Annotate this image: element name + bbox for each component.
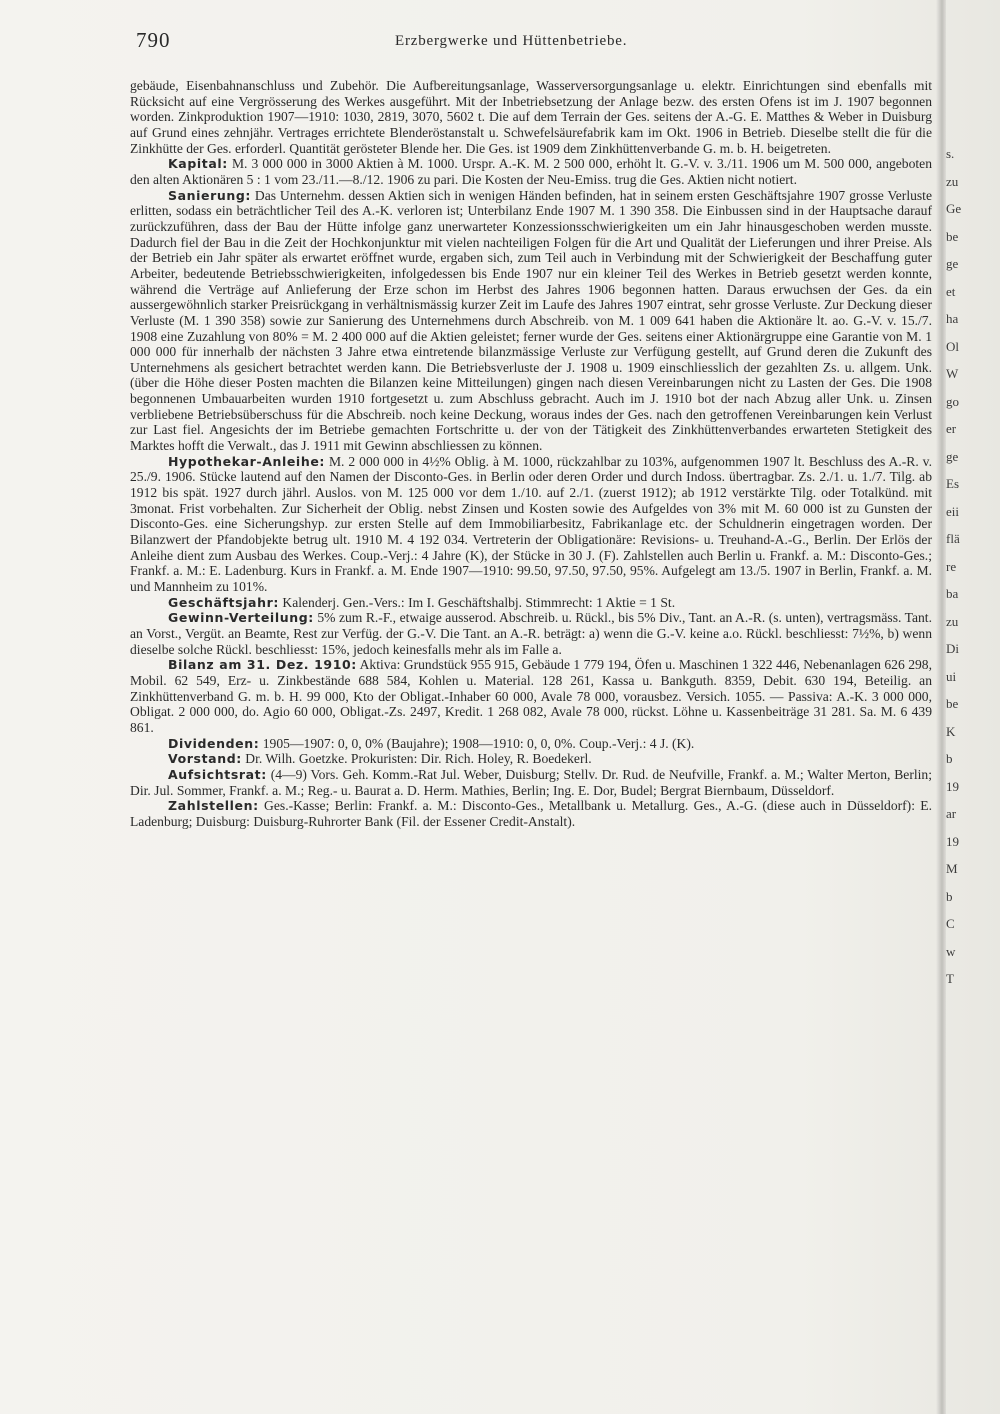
page-fold-shadow <box>936 0 946 1414</box>
paragraph-text: Kalenderj. Gen.-Vers.: Im I. Geschäftshalbj. Stimmrecht: 1 Aktie = 1 St. <box>282 594 676 610</box>
margin-fragment: ge <box>946 448 959 464</box>
margin-fragment: T <box>946 971 954 986</box>
paragraph-lead: Vorstand: <box>168 751 242 767</box>
margin-fragment: ba <box>946 586 959 601</box>
body-text <box>130 78 932 830</box>
margin-fragment: eii <box>946 503 959 519</box>
margin-fragment: 19 <box>946 778 959 794</box>
paragraph-text: (4—9) Vors. Geh. Komm.-Rat Jul. Weber, Duisburg; Stellv. Dr. Rud. de Neufville, Frankf. a. M.; Walter Merton, Berlin; Dir. Jul. Sommer, Frankf. a. M.; Reg.- u. Baurat a. D. Herm. Mathies, Berlin; Ing. E. Dor, Budel; Bergrat Biernbaum, Düsseldorf. <box>130 766 932 798</box>
margin-fragment: ar <box>946 806 957 821</box>
margin-fragment: b <box>946 888 953 904</box>
paragraph-text: Dr. Wilh. Goetzke. Prokuristen: Dir. Rich. Holey, R. Boedekerl. <box>245 751 592 767</box>
margin-fragment: ui <box>946 668 957 684</box>
paragraph-text: Das Unternehm. dessen Aktien sich in wenigen Händen befinden, hat in seinem ersten Geschäftsjahre 1907 grosse Verluste erlitten, sodass ein beträchtlicher Teil des A.-K. verloren ist; Unterbilanz Ende 1907 M. 1 390 358. Die Einbussen sind in der Hauptsache darauf zurückzuführen, dass der Bau der Hütte infolge ganz unerwarteter Konzessionsschwierigkeiten um ein Jahr hinausgeschoben werden musste. Dadurch fiel der Bau in die Zeit der Hochkonjunktur mit vielen nachteiligen Folgen für die Art und Qualität der Lieferungen und ihrer Preise. Als der Betrieb ein Jahr später als erwartet eröffnet wurde, ergaben sich, zum Teil auch in Verbindung mit der Schwierigkeit der Beschaffung guter Arbeiter, bedeutende Betriebsschwierigkeiten, infolgedessen bis Ende 1907 nur ein kleiner Teil des Werkes in Betrieb gesetzt werden konnte, während die Verträge auf Anlieferung der Erze schon im Herbst des Jahres 1906 begonnen hatten. Daraus erwuchsen der Ges. da ein aussergewöhnlich starker Preisrückgang in verhältnismässig kurzer Zeit im Laufe des Jahres 1907 eintrat, sehr grosse Verluste. Zur Deckung dieser Verluste (M. 1 390 358) sowie zur Sanierung des Unternehmens durch Abschreib. von M. 1 009 641 haben die Aktionäre lt. ao. G.-V. v. 15./7. 1908 eine Zuzahlung von 80% = M. 2 400 000 auf die Aktien geleistet; ferner wurde der Ges. seitens einer Aktionärgruppe eine Garantie von M. 1 000 000 für innerhalb der nächsten 3 Jahre etwa eintretende bilanzmässige Verluste zur Verfügung gestellt, auf Grund deren die Zukunft des Unternehmens als gesichert betrachtet werden kann. Die Betriebsverluste der J. 1908 u. 1909 einschliesslich der gezahlten Zs. u. allgem. Unk. (über die Höhe dieser Posten machten die Bilanzen keine Mitteilungen) gingen nach diesen Vereinbarungen nicht zu Lasten der Ges. Die 1908 begonnenen Umbauarbeiten wurden 1910 fortgesetzt u. zum Abschluss gebracht. Auch im J. 1910 bot der nach Abzug aller Unk. u. Zinsen verbliebene Betriebsüberschuss für die Abschreib. noch keine Deckung, woraus indes der Ges. nach den getroffenen Vereinbarungen kein Verlust zur Last fiel. Angesichts der im Betriebe gemachten Fortschritte u. der von der Tätigkeit des Zinkhüttenverbandes erwarteten Stetigkeit des Marktes hofft die Verwalt., das J. 1911 mit Gewinn abschliessen zu können. <box>130 187 932 454</box>
paragraph-text: 5% zum R.-F., etwaige ausserod. Abschreib. u. Rückl., bis 5% Div., Tant. an A.-R. (s. unten), vertragsmäss. Tant. an Vorst., Vergüt. an Beamte, Rest zur Verfüg. der G.-V. Die Tant. an A.-R. beträgt: a) wenn die G.-V. keine a.o. Rückl. beschliesst: 7½%, b) wenn dieselbe solche Rückl. beschliesst: 15%, jedoch keinesfalls mehr als im Falle a. <box>130 610 932 657</box>
margin-fragment: Ge <box>946 201 962 216</box>
paragraph-lead: Sanierung: <box>168 187 252 203</box>
margin-fragment: w <box>946 943 956 959</box>
margin-fragment: zu <box>946 173 959 189</box>
paragraph-vorstand <box>130 751 932 767</box>
paragraph-text: Aktiva: Grundstück 955 915, Gebäude 1 779 194, Öfen u. Maschinen 1 322 446, Nebenanlagen 626 298, Mobil. 62 549, Erz- u. Zinkbestände 688 584, Kohlen u. Material. 128 261, Kassa u. Bankguth. 8359, Debit. 630 194, Beteilig. an Zinkhüttenverband G. m. b. H. 99 000, Kto der Obligat.-Inhaber 60 000, Avale 78 000, vorausbez. Versich. 1055. — Passiva: A.-K. 3 000 000, Obligat. 2 000 000, do. Agio 60 000, Obligat.-Zs. 2497, Kredit. 1 268 082, Avale 78 000, rückst. Löhne u. Kassenbeiträge 31 281. Sa. M. 6 439 861. <box>130 657 932 735</box>
margin-fragment: b <box>946 751 953 766</box>
margin-fragment: go <box>946 393 959 409</box>
running-title: Erzbergwerke und Hüttenbetriebe. <box>395 33 628 49</box>
paragraph-bilanz <box>130 657 932 735</box>
paragraph-lead: Geschäftsjahr: <box>168 594 279 610</box>
page-header <box>130 28 930 58</box>
margin-fragment: er <box>946 421 957 436</box>
paragraph-gewinn-verteilung <box>130 610 932 657</box>
margin-fragment: Ol <box>946 338 959 354</box>
paragraph-lead: Dividenden: <box>168 735 260 751</box>
margin-fragment: s. <box>946 146 955 161</box>
paragraph-aufsichtsrat <box>130 767 932 798</box>
paragraph-lead: Zahlstellen: <box>168 798 259 814</box>
margin-fragment: flä <box>946 531 960 546</box>
paragraph-text: 1905—1907: 0, 0, 0% (Baujahre); 1908—1910: 0, 0, 0%. Coup.-Verj.: 4 J. (K). <box>262 735 695 751</box>
paragraph-text: Ges.-Kasse; Berlin: Frankf. a. M.: Disconto-Ges., Metallbank u. Metallurg. Ges., A.-G. (diese auch in Düsseldorf): E. Ladenburg; Duisburg: Duisburg-Ruhrorter Bank (Fil. der Essener Credit-Anstalt). <box>130 798 932 829</box>
paragraph-text: M. 3 000 000 in 3000 Aktien à M. 1000. Urspr. A.-K. M. 2 500 000, erhöht lt. G.-V. v. 3./11. 1906 um M. 500 000, angeboten den alten Aktionären 5 : 1 vom 23./11.—8./12. 1906 zu pari. Die Kosten der Neu-Emiss. trug die Ges. Aktien nicht notiert. <box>130 156 932 187</box>
margin-fragment: re <box>946 558 957 574</box>
margin-fragment: C <box>946 916 955 931</box>
paragraph-hypothekar-anleihe <box>130 454 932 595</box>
paragraph-text: gebäude, Eisenbahnanschluss und Zubehör. Die Aufbereitungsanlage, Wasserversorgungsanlage u. elektr. Einrichtungen sind ebenfalls mit Rücksicht auf eine Vergrösserung des Werkes ausgeführt. Mit der Inbetriebsetzung der Anlage bezw. des ersten Ofens ist im J. 1907 begonnen worden. Zinkproduktion 1907—1910: 1030, 2819, 3070, 5602 t. Die auf dem Terrain der Ges. seitens der A.-G. E. Matthes & Weber in Duisburg auf Grund eines zehnjähr. Vertrages errichtete Blenderöstanstalt u. Schwefelsäurefabrik kam im Okt. 1906 in Betrieb. Dieselbe stellt die für die Zinkhütte der Ges. erforderl. Quantität gerösteter Blende her. Die Ges. ist 1909 dem Zinkhüttenverbande G. m. b. H. beigetreten. <box>130 78 932 156</box>
adjacent-page-fragments <box>946 140 1000 1140</box>
paragraph-lead: Gewinn-Verteilung: <box>168 610 314 626</box>
paragraph-sanierung <box>130 188 932 454</box>
paragraph-lead: Aufsichtsrat: <box>168 766 267 782</box>
paragraph-lead: Kapital: <box>168 156 228 172</box>
margin-fragment: be <box>946 228 959 244</box>
paragraph-text: M. 2 000 000 in 4½% Oblig. à M. 1000, rückzahlbar zu 103%, aufgenommen 1907 lt. Beschluss des A.-R. v. 25./9. 1906. Stücke lautend auf den Namen der Disconto-Ges. in Berlin oder deren Order und durch Indoss. übertragbar. Zs. 2./1. u. 1./7. Tilg. ab 1912 bis spät. 1927 durch jährl. Auslos. von M. 125 000 vor dem 1./10. auf 2./1. (zuerst 1912); ab 1912 verstärkte Tilg. oder Totalkünd. mit 3monat. Frist vorbehalten. Zur Sicherheit der Oblig. nebst Zinsen und Kosten sowie des Aufgeldes von 3% mit M. 60 000 ist zu Gunsten der Disconto-Ges. eine Sicherungshyp. zur ersten Stelle auf dem Immobiliarbesitz, Fabrikanlage etc. der Schuldnerin eingetragen worden. Der Bilanzwert der Pfandobjekte betrug ult. 1910 M. 4 192 034. Vertreterin der Obligationäre: Revisions- u. Treuhand-A.-G., Berlin. Der Erlös der Anleihe dient zum Ausbau des Werkes. Coup.-Verj.: 4 Jahre (K), der Stücke in 30 J. (F). Zahlstellen auch Berlin u. Frankf. a. M.: Disconto-Ges.; Frankf. a. M.: E. Ladenburg. Kurs in Frankf. a. M. Ende 1907—1910: 99.50, 97.50, 97.50, 95%. Aufgelegt am 13./5. 1907 in Berlin, Frankf. a. M. und Mannheim zu 101%. <box>130 453 932 594</box>
margin-fragment: ge <box>946 256 959 271</box>
paragraph-dividenden <box>130 736 932 752</box>
margin-fragment: be <box>946 696 959 711</box>
paragraph-lead: Bilanz am 31. Dez. 1910: <box>168 657 357 673</box>
margin-fragment: zu <box>946 613 959 629</box>
paragraph-zahlstellen <box>130 798 932 829</box>
margin-fragment: M <box>946 861 958 876</box>
margin-fragment: ha <box>946 311 959 326</box>
paragraph-intro <box>130 78 932 156</box>
margin-fragment: K <box>946 723 956 739</box>
margin-fragment: 19 <box>946 833 959 849</box>
margin-fragment: Es <box>946 476 959 491</box>
margin-fragment: W <box>946 366 959 381</box>
paragraph-kapital <box>130 156 932 187</box>
paragraph-geschaeftsjahr <box>130 595 932 611</box>
page-number: 790 <box>136 28 171 52</box>
margin-fragment: Di <box>946 641 959 656</box>
margin-fragment: et <box>946 283 956 299</box>
paragraph-lead: Hypothekar-Anleihe: <box>168 453 325 469</box>
